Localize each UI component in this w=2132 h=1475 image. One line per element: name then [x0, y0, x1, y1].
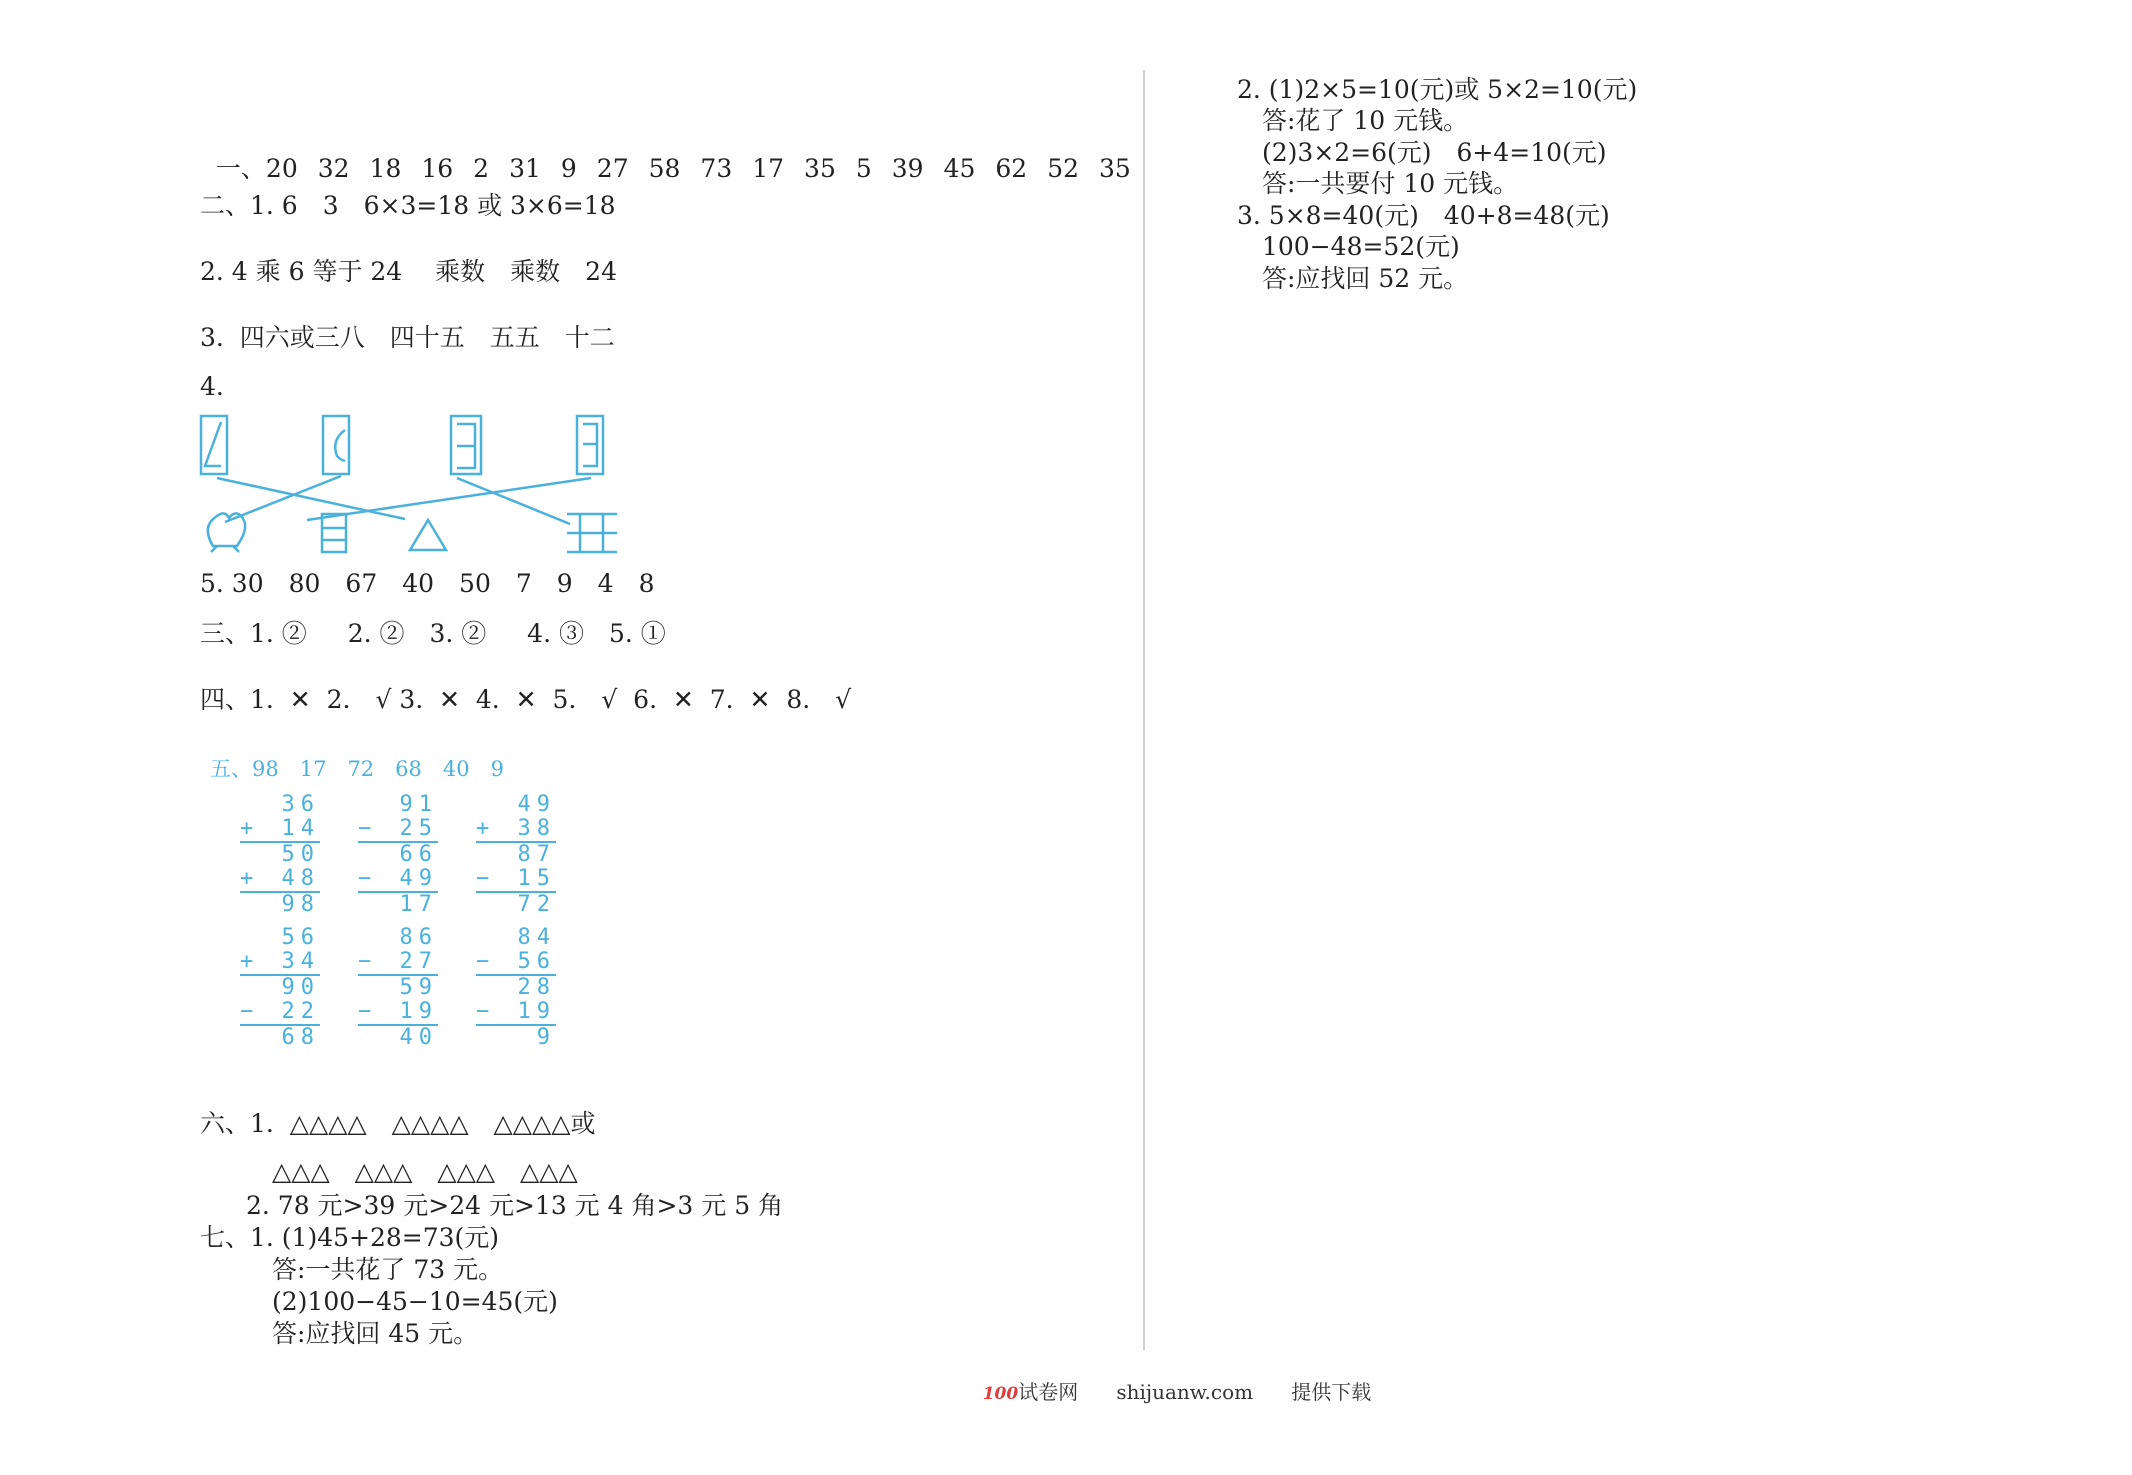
- calc-cell: 90: [281, 975, 320, 1000]
- column-divider: [1143, 70, 1145, 1350]
- calc-cell: 28: [517, 975, 556, 1000]
- calc-cell: 15: [517, 866, 556, 891]
- q1-answer: 35: [1099, 153, 1131, 183]
- q1-line: [200, 126, 1151, 184]
- calc-column: [358, 926, 438, 1050]
- calc-cell: 27: [399, 949, 438, 974]
- calc-cell: −: [358, 999, 372, 1024]
- calc-cell: 22: [281, 999, 320, 1024]
- site-name: 试卷网: [1018, 1380, 1079, 1404]
- calc-column: [476, 926, 556, 1050]
- right-line-5: 3. 5×8=40(元) 40+8=48(元): [1237, 201, 1610, 230]
- calc-cell: 17: [399, 892, 438, 917]
- calc-cell: 49: [399, 866, 438, 891]
- calc-cell: [476, 867, 556, 893]
- calc-cell: 14: [281, 816, 320, 841]
- calc-cell: 34: [281, 949, 320, 974]
- q1-answer: 16: [421, 153, 454, 183]
- calc-cell: −: [240, 999, 254, 1024]
- q7-line-1: 七、1. (1)45+28=73(元): [200, 1223, 500, 1252]
- site-domain[interactable]: shijuanw.com: [1116, 1380, 1254, 1404]
- calc-cell: 59: [399, 975, 438, 1000]
- q7-line-2: 答:一共花了 73 元。: [272, 1255, 504, 1284]
- q1-answer: 35: [804, 153, 836, 183]
- calc-cell: 66: [399, 842, 438, 867]
- calc-column: [476, 793, 556, 917]
- calc-cell: [476, 1000, 556, 1026]
- matching-diagram: [195, 410, 635, 560]
- q2-line-2: 2. 4 乘 6 等于 24 乘数 乘数 24: [200, 257, 617, 286]
- q1-answer: 62: [995, 153, 1028, 183]
- calc-cell: −: [358, 866, 372, 891]
- q1-answer: 39: [891, 153, 924, 183]
- q2-line-5: 5. 30 80 67 40 50 7 9 4 8: [200, 569, 655, 598]
- right-line-3: (2)3×2=6(元) 6+4=10(元): [1262, 138, 1607, 167]
- calc-cell: 56: [281, 925, 320, 950]
- right-line-7: 答:应找回 52 元。: [1262, 264, 1469, 293]
- calc-cell: +: [240, 866, 254, 891]
- e-shape: [567, 514, 617, 552]
- q1-answer: 52: [1047, 153, 1080, 183]
- calc-cell: [358, 867, 438, 893]
- triangle-shape: [410, 520, 446, 550]
- q2-line-3: 3. 四六或三八 四十五 五五 十二: [200, 323, 615, 352]
- q1-answer: 32: [317, 153, 350, 183]
- q1-answer: 18: [369, 153, 402, 183]
- calc-cell: 87: [517, 842, 556, 867]
- q1-answer: 5: [855, 153, 872, 183]
- calc-cell: 56: [517, 949, 556, 974]
- calc-cell: 19: [517, 999, 556, 1024]
- calc-cell: +: [240, 949, 254, 974]
- link-line-4: [307, 478, 591, 520]
- calc-cell: 68: [281, 1025, 320, 1050]
- download-note: 提供下载: [1291, 1380, 1372, 1404]
- calc-cell: [476, 817, 556, 843]
- link-line-3: [457, 478, 570, 524]
- calc-cell: 40: [399, 1025, 438, 1050]
- footer: [970, 1352, 1371, 1405]
- calc-cell: [240, 817, 320, 843]
- calc-cell: 86: [399, 925, 438, 950]
- calc-cell: 50: [281, 842, 320, 867]
- right-line-2: 答:花了 10 元钱。: [1262, 106, 1469, 135]
- calc-cell: 49: [517, 792, 556, 817]
- q1-answer: 27: [596, 153, 629, 183]
- calc-cell: [358, 1000, 438, 1026]
- q1-label: 一、: [215, 153, 266, 183]
- calc-cell: 48: [281, 866, 320, 891]
- q4-line: 四、1. ✕ 2. √ 3. ✕ 4. ✕ 5. √ 6. ✕ 7. ✕ 8. √: [200, 685, 852, 714]
- calc-cell: 91: [399, 792, 438, 817]
- q1-answer: 58: [648, 153, 681, 183]
- calc-cell: −: [358, 816, 372, 841]
- calc-column: [240, 926, 320, 1050]
- calc-cell: 72: [517, 892, 556, 917]
- q1-answer: 9: [560, 153, 577, 183]
- q1-answer: 2: [473, 153, 490, 183]
- q3-line: 三、1. ② 2. ② 3. ② 4. ③ 5. ①: [200, 619, 666, 648]
- calc-cell: −: [476, 949, 490, 974]
- calc-cell: [240, 867, 320, 893]
- calc-cell: [240, 950, 320, 976]
- calc-cell: 9: [536, 1025, 556, 1050]
- q7-line-4: 答:应找回 45 元。: [272, 1319, 479, 1348]
- q6-line-1: 六、1. △△△△ △△△△ △△△△或: [200, 1109, 596, 1138]
- calc-column: [240, 793, 320, 917]
- calc-cell: 25: [399, 816, 438, 841]
- calc-cell: −: [476, 999, 490, 1024]
- calc-cell: 36: [281, 792, 320, 817]
- calc-column: [358, 793, 438, 917]
- peach-shape: [208, 513, 245, 552]
- calc-cell: 38: [517, 816, 556, 841]
- q1-answer: 45: [943, 153, 976, 183]
- q6-line-3: 2. 78 元>39 元>24 元>13 元 4 角>3 元 5 角: [246, 1191, 784, 1220]
- q2-line-4: 4.: [200, 372, 224, 401]
- calc-cell: −: [358, 949, 372, 974]
- site-logo-icon: 100: [982, 1384, 1019, 1404]
- q1-answer: 17: [752, 153, 785, 183]
- q5-header: 五、98 17 72 68 40 9: [210, 757, 504, 781]
- calc-cell: [240, 1000, 320, 1026]
- calc-cell: −: [476, 866, 490, 891]
- q6-line-2: △△△ △△△ △△△ △△△: [272, 1157, 578, 1186]
- right-line-6: 100−48=52(元): [1262, 232, 1460, 261]
- calc-cell: [358, 817, 438, 843]
- calc-cell: 98: [281, 892, 320, 917]
- calc-cell: 19: [399, 999, 438, 1024]
- calc-cell: [476, 950, 556, 976]
- right-line-1: 2. (1)2×5=10(元)或 5×2=10(元): [1237, 75, 1638, 104]
- q2-line-1: 二、1. 6 3 6×3=18 或 3×6=18: [200, 191, 616, 220]
- q1-answer: 31: [509, 153, 541, 183]
- q1-answer: 20: [265, 153, 298, 183]
- right-line-4: 答:一共要付 10 元钱。: [1262, 169, 1519, 198]
- calc-cell: +: [240, 816, 254, 841]
- calc-cell: [358, 950, 438, 976]
- calc-cell: +: [476, 816, 490, 841]
- q7-line-3: (2)100−45−10=45(元): [272, 1287, 558, 1316]
- q1-answer: 73: [700, 153, 733, 183]
- calc-cell: 84: [517, 925, 556, 950]
- rect-shape: [322, 514, 346, 552]
